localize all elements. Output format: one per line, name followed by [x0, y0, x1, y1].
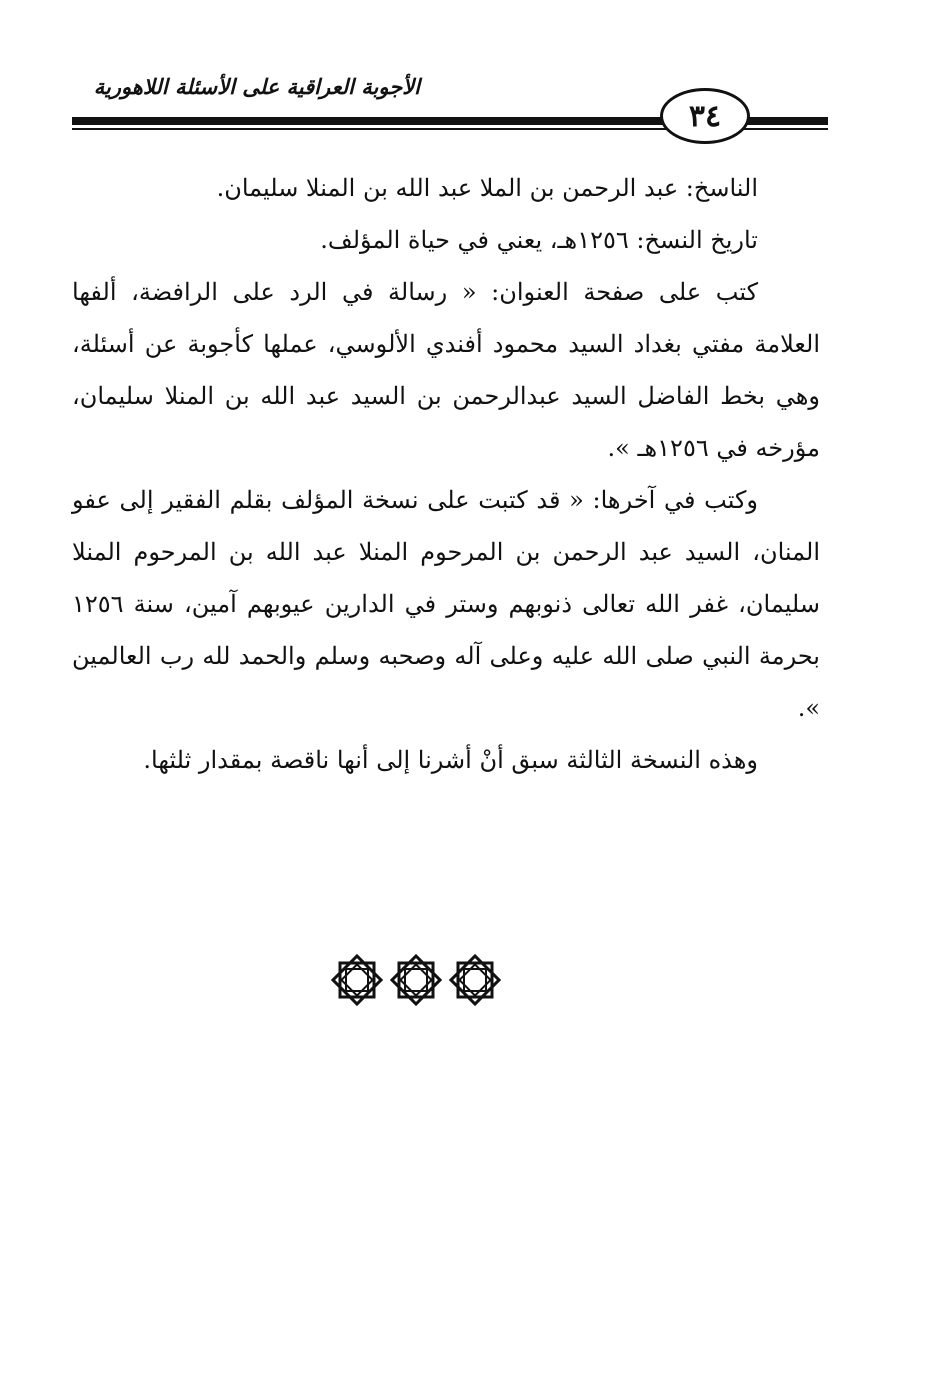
paragraph-copy-date: تاريخ النسخ: ١٢٥٦هـ، يعني في حياة المؤلف. [320, 226, 758, 254]
paragraph-copyist: الناسخ: عبد الرحمن بن الملا عبد الله بن المنلا سليمان. [216, 174, 758, 202]
section-end-ornaments [330, 950, 502, 1010]
eight-point-star-icon [389, 953, 443, 1007]
paragraph-third-copy: وهذه النسخة الثالثة سبق أنْ أشرنا إلى أنها ناقصة بمقدار ثلثها. [143, 746, 758, 774]
paragraph-title-page: كتب على صفحة العنوان: « رسالة في الرد على الرافضة، ألفها العلامة مفتي بغداد السيد محمود أفندي الألوسي، عملها كأجوبة عن أسئلة، وهي بخط الفاضل السيد عبدالرحمن بن السيد عبد الله بن المنلا سليمان، مؤرخه في ١٢٥٦هـ ». [72, 278, 820, 462]
eight-point-star-icon [448, 953, 502, 1007]
paragraph-colophon: وكتب في آخرها: « قد كتبت على نسخة المؤلف بقلم الفقير إلى عفو المنان، السيد عبد الرحمن بن المرحوم المنلا عبد الله بن المرحوم المنلا سليمان، غفر الله تعالى ذنوبهم وستر في الدارين عيوبهم آمين، سنة ١٢٥٦ بحرمة النبي صلى الله عليه وعلى آله وصحبه وسلم والحمد لله رب العالمين ». [72, 486, 820, 722]
body-text [72, 162, 820, 786]
running-title: الأجوبة العراقية على الأسئلة اللاهورية [93, 74, 420, 99]
page-number: ٣٤ [660, 88, 750, 144]
eight-point-star-icon [330, 953, 384, 1007]
